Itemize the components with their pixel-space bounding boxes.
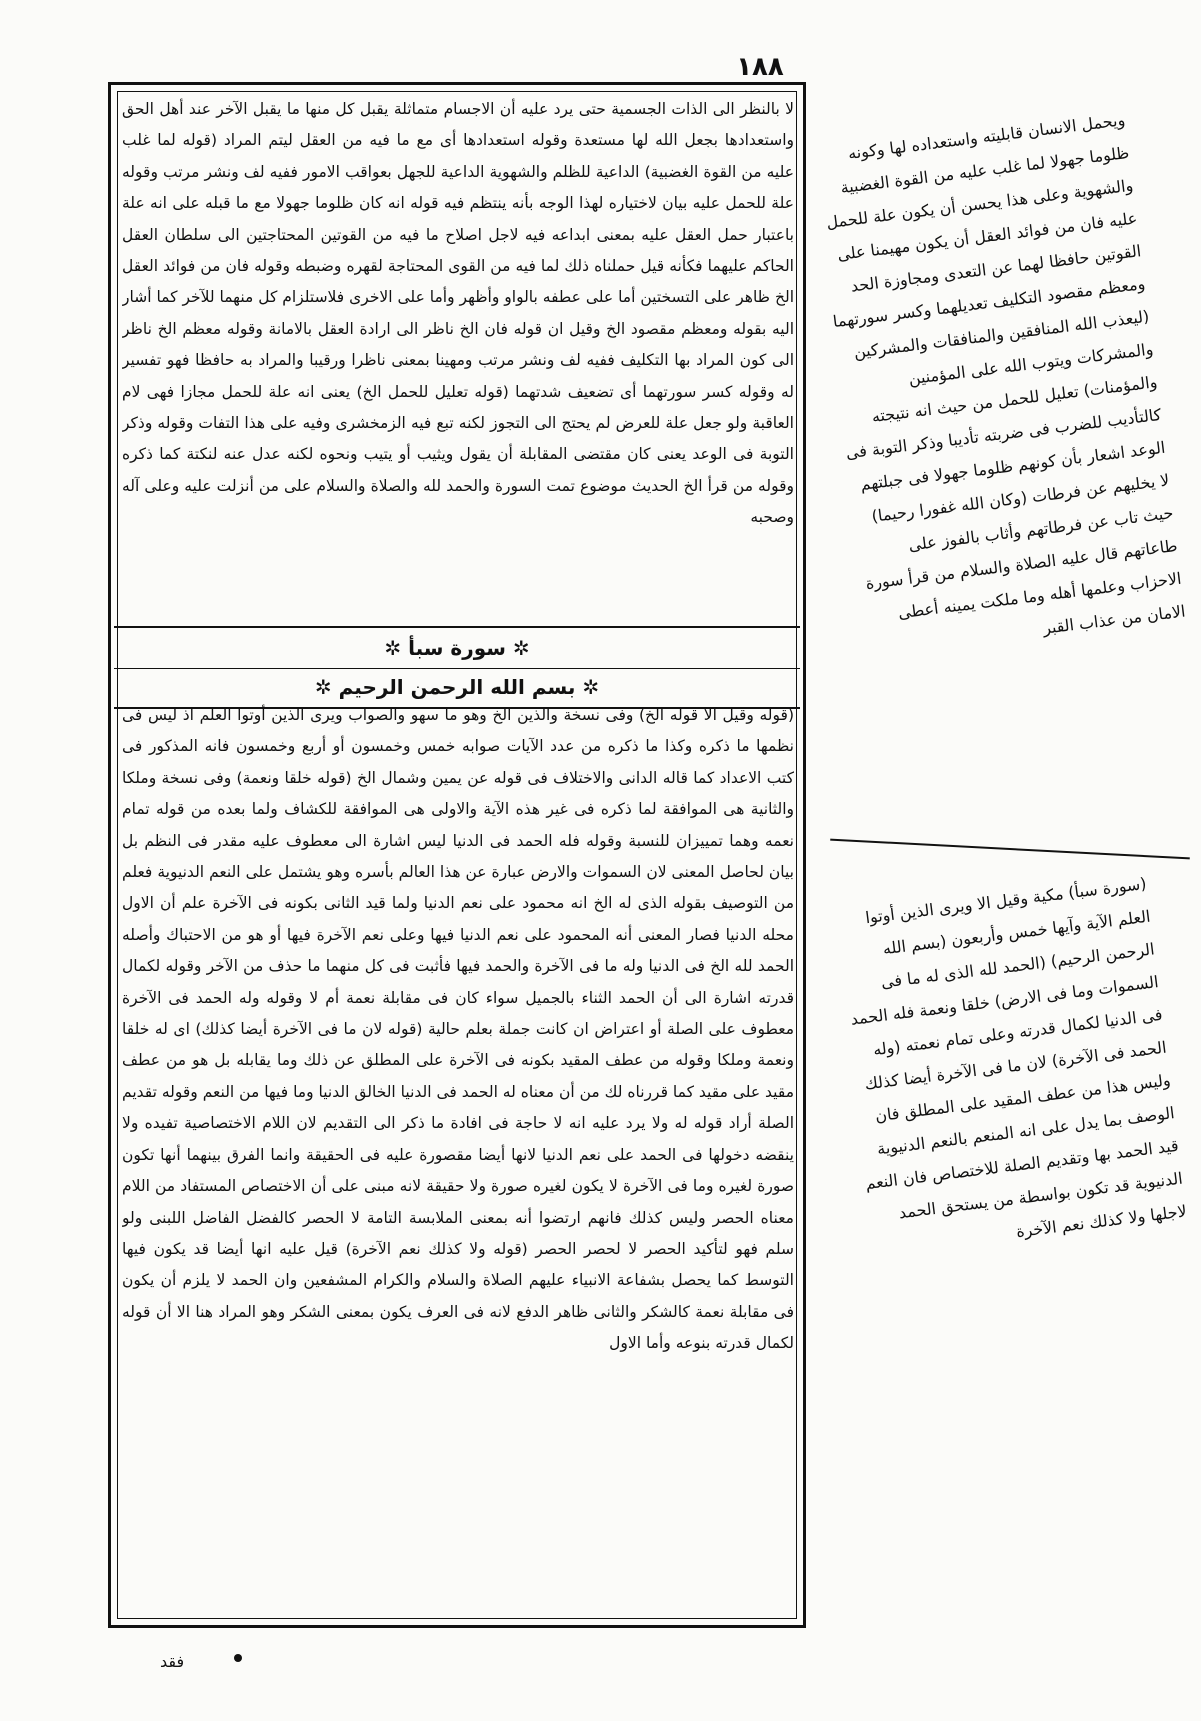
basmala: بسم الله الرحمن الرحيم bbox=[338, 675, 576, 699]
margin-note-bottom: (سورة سبأ) مكية وقيل الا ويرى الذين أوتوا العلم الآية وآيها خمس وأربعون (بسم الله الرحمن الرحيم) (الحمد لله الذى له ما فى السموات وما فى الارض) خلقا ونعمة فله الحمد فى الدنيا لكمال قدرته وعلى تمام نعمته (وله الحمد فى الآخرة) لان ما فى الآخرة أيضا كذلك وليس هذا من عطف المقيد على المطلق فان الوصف بما يدل على انه المنعم بالنعم الدنيوية قيد الحمد بها وتقديم الصلة للاختصاص فان النعم الدنيوية قد تكون بواسطة من يستحق الحمد لاجلها ولا كذلك نعم الآخرة bbox=[849, 873, 1188, 1242]
ornament-right: ✲ bbox=[314, 675, 332, 699]
ornament-left: ✲ bbox=[582, 675, 600, 699]
main-text-bottom: (قوله وقيل الا قوله الخ) وفى نسخة والذين الخ وهو ما سهو والصواب ويرى الذين أوتوا العلم اذ ليس فى نظمها ما ذكره وكذا ما ذكره من عدد الآيات صوابه خمس وخمسون أو أربع وخمسون فانه المذكور فى كتب الاعداد كما قاله الدانى والاختلاف فى قوله عن يمين وشمال الخ (قوله خلقا ونعمة) وفى نسخة وملكا والثانية هى الموافقة لما ذكره فى غير هذه الآية والاولى هى الموافقة للكشاف ولما بعده من قوله تمام نعمه وهما تمييزان للنسبة وقوله فله الحمد فى الدنيا ليس اشارة الى معطوف عليه مقدر فى النظم بل بيان لحاصل المعنى لان السموات والارض عبارة عن هذا العالم بأسره وهو يشتمل على النعم الدنيوية فعلم من التوصيف بقوله الذى له الخ انه محمود على نعم الدنيا ولما قيد الثانى بكونه فى الآخرة علم أن الاول محله الدنيا فصار المعنى أنه المحمود على نعم الدنيا فيها وعلى نعم الآخرة فيها أو هو من الاحتباك وأصله الحمد لله الخ فى الدنيا وله ما فى الآخرة والحمد فيها فأثبت فى كل منهما ما حذف من الآخر وقوله لكمال قدرته اشارة الى أن الحمد الثناء بالجميل سواء كان فى مقابلة نعمة أم لا وقوله وله الحمد فى الآخرة معطوف على الصلة أو اعتراض ان كانت جملة بعلم حالية (قوله لان ما فى الآخرة أيضا كذلك) اى له خلقا ونعمة وملكا وقوله من عطف المقيد بكونه فى الآخرة على المطلق عن ذلك وما يقابله بل هو من عطف مقيد على مقيد كما قررناه لك من أن معناه له الحمد فى الدنيا الخالق الدنيا وما فيها من النعم وقوله تقديم الصلة أراد قوله له ولا يرد عليه انه لا حاجة فى افادة ما ذكر الى التقديم لان اللام الاختصاصية تفيده ولا ينقضه دخولها فى الحمد على نعم الدنيا لانها أيضا مقصورة عليه فى الحقيقة وانما الفرق بينهما أنها تكون صورة لغيره وما فى الآخرة لا يكون لغيره صورة ولا حقيقة لانه مبنى على أن الاختصاص المستفاد من اللام معناه الحصر وليس كذلك فانهم ارتضوا أنه بمعنى الملابسة التامة لا الحصر كالفضل الفاضل اللبنى ولو سلم فهو لتأكيد الحصر لا لحصر الحصر (قوله ولا كذلك نعم الآخرة) قيل عليه انها أيضا قد يكون فيها التوسط كما يحصل بشفاعة الانبياء عليهم الصلاة والسلام والكرام المشفعين وان الحمد لا يلزم أن يكون فى مقابلة نعمة كالشكر والثانى ظاهر الدفع لانه فى العرف يكون بمعنى الشكر وهو المراد هنا الا أن قوله لكمال قدرته بنوعه وأما الاول bbox=[122, 706, 794, 1353]
ornament-right: ✲ bbox=[384, 636, 402, 660]
ornament-left: ✲ bbox=[512, 636, 530, 660]
surah-title: سورة سبأ bbox=[408, 636, 506, 660]
catchword: فقد bbox=[160, 1652, 185, 1671]
footer-dot bbox=[234, 1654, 242, 1662]
margin-note-top: ويحمل الانسان قابليته واستعداده لها وكونه ظلوما جهولا لما غلب عليه من القوة الغضبية والشهوية وعلى هذا يحسن أن يكون علة للحمل عليه فان من فوائد العقل أن يكون مهيمنا على القوتين حافظا لهما عن التعدى ومجاوزة الحد ومعظم مقصود التكليف تعديلهما وكسر سورتهما (ليعذب الله المنافقين والمنافقات والمشركين والمشركات ويتوب الله على المؤمنين والمؤمنات) تعليل للحمل من حيث انه نتيجته كالتأديب للضرب فى ضربته تأديبا وذكر التوبة فى الوعد اشعار بأن كونهم ظلوما جهولا فى جبلتهم لا يخليهم عن فرطات (وكان الله غفورا رحيما) حيث تاب عن فرطاتهم وأثاب بالفوز على طاعاتهم قال عليه الصلاة والسلام من قرأ سورة الاحزاب وعلمها أهله وما ملكت يمينه أعطى الامان من عذاب القبر bbox=[825, 110, 1187, 638]
surah-title-band bbox=[114, 626, 800, 669]
page-number: ١٨٨ bbox=[736, 52, 784, 82]
main-text-top: لا بالنظر الى الذات الجسمية حتى يرد عليه أن الاجسام متماثلة يقبل كل منها ما يقبل الآخر عند أهل الحق واستعدادها بجعل الله لها مستعدة وقوله استعدادها أى مع ما فيه من العقل ليتم المراد (قوله لما غلب عليه من القوة الغضبية) الداعية للظلم والشهوية الداعية للجهل بعواقب الامور ففيه لف ونشر مرتب وقوله علة للحمل عليه بيان لاختياره لهذا الوجه بأنه ينتظم فيه قوله انه كان ظلوما جهولا مع ما قبله على انه علة باعتبار حمل العقل عليه بمعنى ابداعه فيه لاجل اصلاح ما فيه من القوتين المحتاجتين الى سلطان العقل الحاكم عليهما فكأنه قيل حملناه ذلك لما فيه من القوى المحتاجة لقهره وضبطه وقوله فان من فوائد العقل الخ ظاهر على التسختين أما على عطفه بالواو وأظهر وأما على الاخرى فلاستلزام كل منهما للآخر كما أشار اليه بقوله ومعظم مقصود الخ وقيل ان قوله فان الخ ناظر الى ارادة العقل بالامانة وقوله معظم الخ ناظر الى كون المراد بها التكليف ففيه لف ونشر مرتب ومهينا بمعنى ناظرا ورقيبا والمراد به حافظا فهو تفسير له وقوله كسر سورتهما أى تضعيف شدتهما (قوله تعليل للحمل الخ) يعنى انه علة للحمل مجازا فهى لام العاقبة ولو جعل علة للعرض لم يحتج الى التجوز لكنه تبع فيه الزمخشرى وفيه على هذا التفات وقوله وذكر التوبة فى الوعد يعنى كان مقتضى المقابلة أن يقول ويثيب أو يتيب ونحوه لكنه عدل عنه لنكتة كما ذكره وقوله من قرأ الخ الحديث موضوع تمت السورة والحمد لله والصلاة والسلام على من أنزلت عليه وعلى آله وصحبه bbox=[122, 100, 794, 527]
